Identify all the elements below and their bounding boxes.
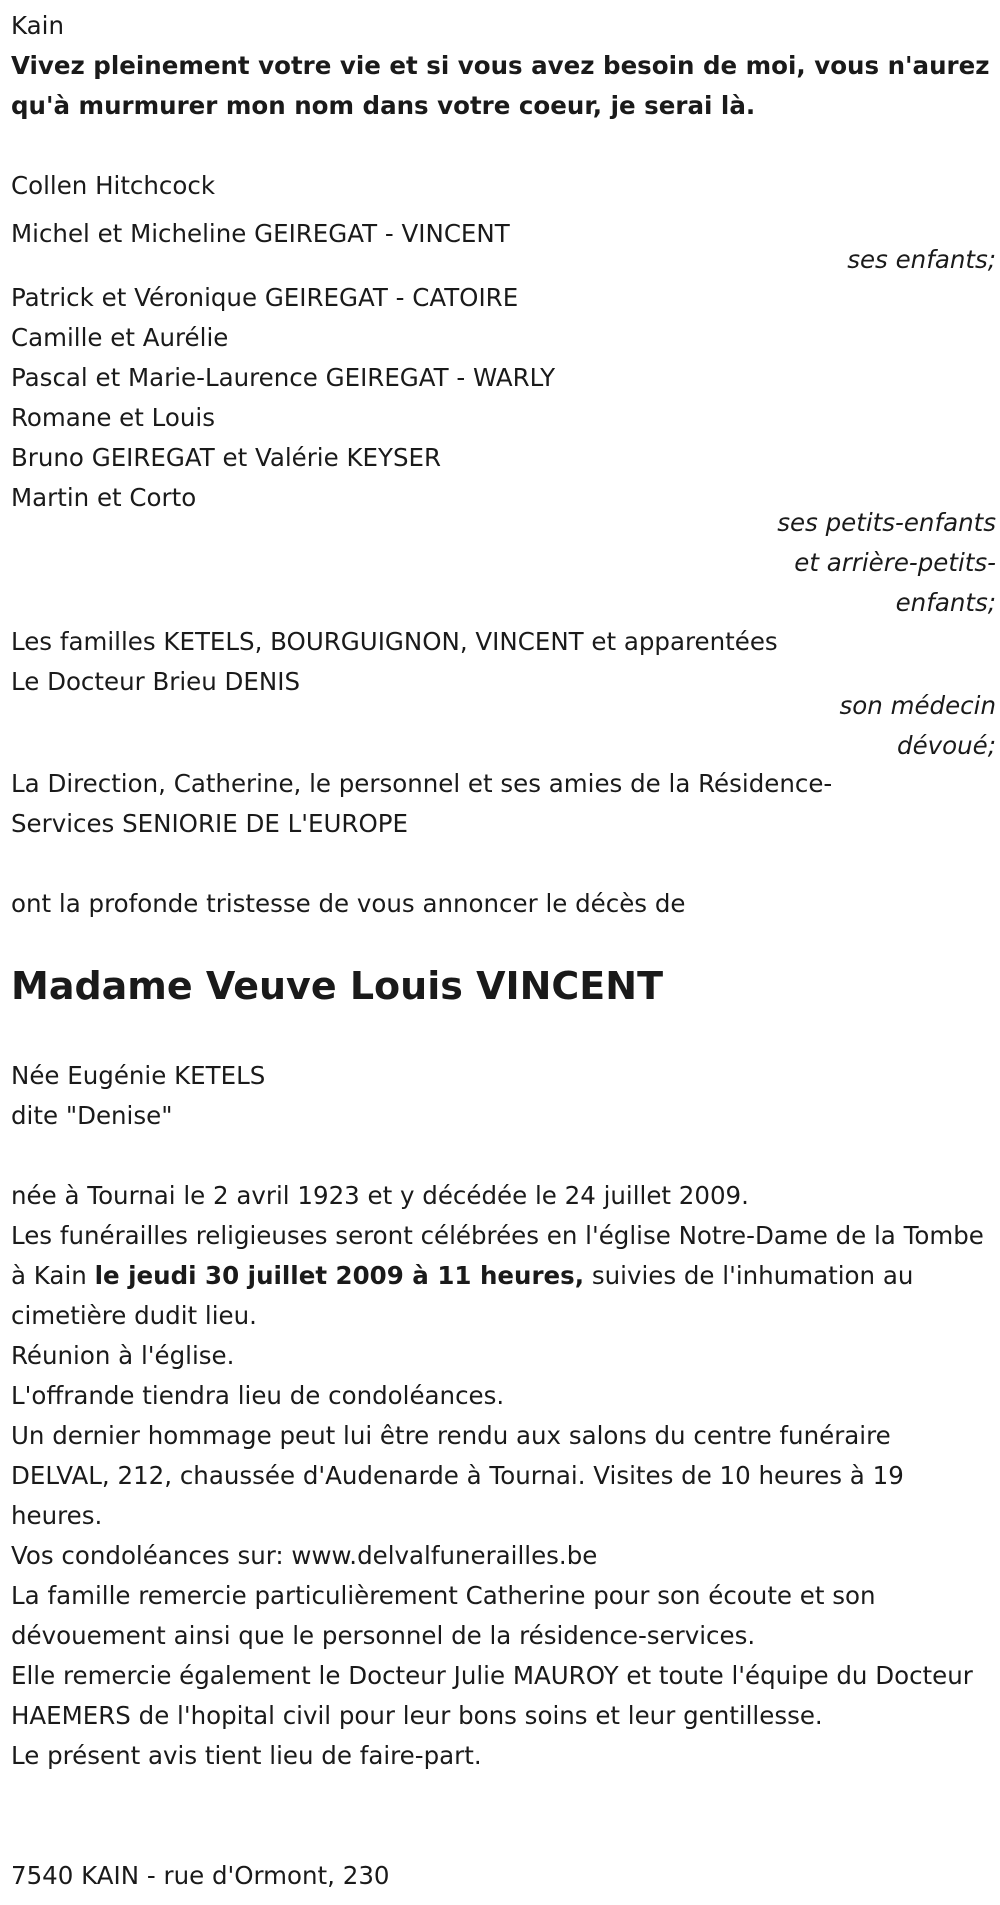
announcement: ont la profonde tristesse de vous annoncer le décès de xyxy=(11,889,686,918)
grandchild-line: Camille et Aurélie xyxy=(11,323,229,352)
born-text: née à Tournai le 2 avril 1923 et y décédée le 24 juillet 2009. xyxy=(11,1181,749,1210)
grandchild-line: Romane et Louis xyxy=(11,403,215,432)
grandchild-line: Martin et Corto xyxy=(11,483,197,512)
deceased-name: Madame Veuve Louis VINCENT xyxy=(11,964,663,1008)
funeral-post: suivies de l'inhumation au cimetière dudit lieu. xyxy=(11,1261,914,1330)
grandchild-line: Patrick et Véronique GEIREGAT - CATOIRE xyxy=(11,283,519,312)
role-grandchildren-1: ses petits-enfants xyxy=(777,508,996,537)
thanks-text-1: La famille remercie particulièrement Catherine pour son écoute et son dévouement ainsi que le personnel de la résidence-services. xyxy=(11,1581,876,1650)
grandchild-line: Bruno GEIREGAT et Valérie KEYSER xyxy=(11,443,442,472)
offering-text: L'offrande tiendra lieu de condoléances. xyxy=(11,1381,505,1410)
thanks-text-2: Elle remercie également le Docteur Julie MAUROY et toute l'équipe du Docteur HAEMERS de l'hopital civil pour leur bons soins et leur gentillesse. xyxy=(11,1661,973,1730)
quote-text: Vivez pleinement votre vie et si vous avez besoin de moi, vous n'aurez qu'à murmurer mon nom dans votre coeur, je serai là. xyxy=(11,51,990,120)
doctor-line: Le Docteur Brieu DENIS xyxy=(11,667,300,696)
funeral-pre: Les funérailles religieuses seront célébrées en l'église Notre-Dame de la Tombe à Kain xyxy=(11,1221,984,1290)
family-line-2: Michel et Micheline GEIREGAT - VINCENT xyxy=(11,219,510,248)
grandchild-line: Pascal et Marie-Laurence GEIREGAT - WARLY xyxy=(11,363,556,392)
families-line: Les familles KETELS, BOURGUIGNON, VINCENT et apparentées xyxy=(11,627,778,656)
nickname: dite "Denise" xyxy=(11,1101,173,1130)
address: 7540 KAIN - rue d'Ormont, 230 xyxy=(11,1861,390,1890)
family-line-1: Collen Hitchcock xyxy=(11,171,216,200)
residence-line-2: Services SENIORIE DE L'EUROPE xyxy=(11,809,408,838)
role-grandchildren-2: et arrière-petits- xyxy=(794,548,996,577)
funeral-text xyxy=(11,1216,996,1336)
obituary-body xyxy=(11,1176,996,1776)
funeral-date: le jeudi 30 juillet 2009 à 11 heures, xyxy=(94,1261,585,1290)
quote xyxy=(11,46,996,126)
role-doctor-2: dévoué; xyxy=(897,731,996,760)
location: Kain xyxy=(11,11,64,40)
meeting-text: Réunion à l'église. xyxy=(11,1341,235,1370)
notice-text: Le présent avis tient lieu de faire-part. xyxy=(11,1741,482,1770)
role-doctor-1: son médecin xyxy=(839,691,996,720)
birth-name: Née Eugénie KETELS xyxy=(11,1061,266,1090)
role-grandchildren-3: enfants; xyxy=(895,588,996,617)
homage-text: Un dernier hommage peut lui être rendu aux salons du centre funéraire DELVAL, 212, chaussée d'Audenarde à Tournai. Visites de 10 heures à 19 heures. xyxy=(11,1421,904,1530)
role-children: ses enfants; xyxy=(847,245,996,274)
residence-line-1: La Direction, Catherine, le personnel et ses amies de la Résidence- xyxy=(11,769,833,798)
condolences-text: Vos condoléances sur: www.delvalfunerailles.be xyxy=(11,1541,598,1570)
